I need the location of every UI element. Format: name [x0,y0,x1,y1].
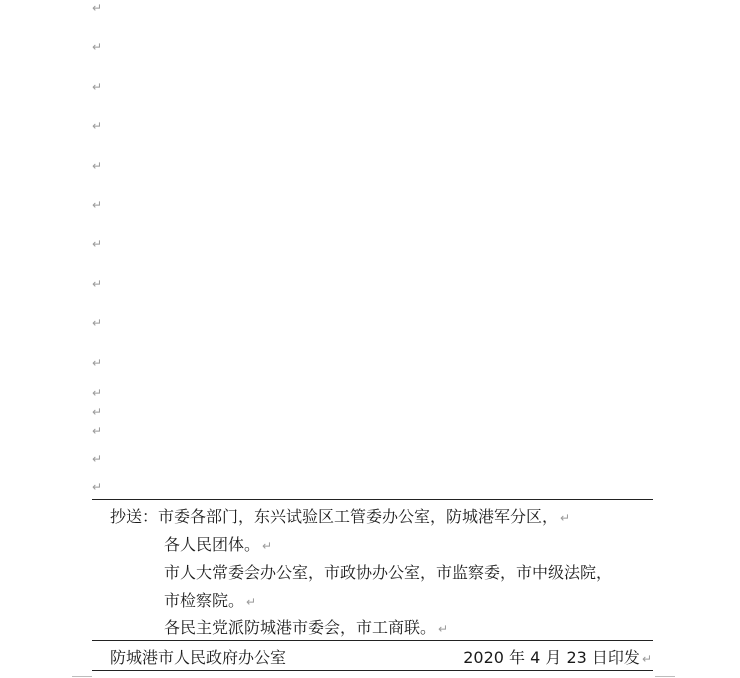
distribution-text: 市检察院。 [164,591,245,610]
paragraph-mark: ↵ [92,237,103,251]
footer-bottom-rule [92,670,653,671]
distribution-line-5 [164,618,448,639]
distribution-line-4 [164,591,256,612]
issue-date [463,648,652,669]
paragraph-mark: ↵ [92,80,103,94]
distribution-text: 各人民团体。 [164,535,261,554]
distribution-line-2 [164,535,272,556]
paragraph-mark: ↵ [262,539,273,553]
paragraph-mark: ↵ [641,652,652,666]
paragraph-mark: ↵ [92,316,103,330]
paragraph-mark: ↵ [92,277,103,291]
paragraph-mark: ↵ [92,198,103,212]
issue-date-text: 2020 年 4 月 23 日印发 [463,648,640,667]
paragraph-mark: ↵ [92,159,103,173]
paragraph-mark: ↵ [92,119,103,133]
distribution-label: 抄送： [110,507,159,526]
paragraph-mark: ↵ [438,622,449,636]
paragraph-mark: ↵ [92,424,103,438]
paragraph-mark: ↵ [92,40,103,54]
distribution-text: 市人大常委会办公室，市政协办公室，市监察委，市中级法院， [164,563,613,582]
issuer-text: 防城港市人民政府办公室 [110,648,287,667]
paragraph-mark: ↵ [92,386,103,400]
distribution-text: 市委各部门，东兴试验区工管委办公室，防城港军分区， [158,507,559,526]
distribution-top-rule [92,499,653,500]
distribution-line-1 [110,507,570,528]
paragraph-mark: ↵ [92,480,103,494]
distribution-text: 各民主党派防城港市委会，市工商联。 [164,618,437,637]
paragraph-mark: ↵ [92,356,103,370]
paragraph-mark: ↵ [92,1,103,15]
issuer [110,648,286,668]
distribution-line-3 [164,563,612,583]
paragraph-mark: ↵ [246,595,257,609]
paragraph-mark: ↵ [560,511,571,525]
paragraph-mark: ↵ [92,452,103,466]
paragraph-mark: ↵ [92,405,103,419]
page-edge-mark-right [655,676,675,677]
footer-top-rule [92,640,653,641]
page-edge-mark-left [72,676,92,677]
